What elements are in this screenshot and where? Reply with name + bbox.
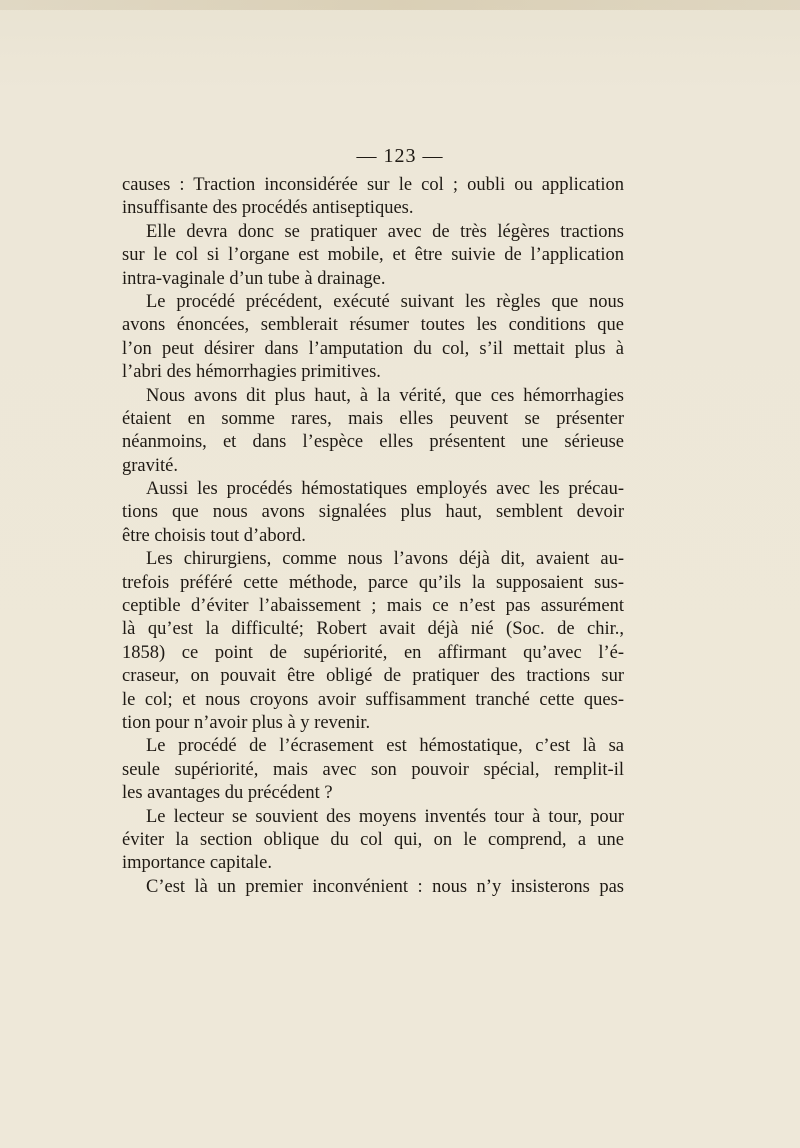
text-line: Le procédé précédent, exécuté suivant les règles que nous — [146, 291, 624, 312]
text-line: importance capitale. — [122, 853, 272, 874]
text-line: éviter la section oblique du col qui, on le comprend, a une — [122, 829, 624, 850]
text-line: seule supériorité, mais avec son pouvoir spécial, remplit-il — [122, 759, 624, 780]
text-line: trefois préféré cette méthode, parce qu’ils la supposaient sus- — [122, 572, 624, 593]
text-line: avons énoncées, semblerait résumer toutes les conditions que — [122, 315, 624, 336]
text-line: étaient en somme rares, mais elles peuvent se présenter — [122, 408, 624, 429]
page-number: — 123 — — [356, 145, 444, 167]
text-line: tions que nous avons signalées plus haut, semblent devoir — [122, 502, 624, 523]
text-line: insuffisante des procédés antiseptiques. — [122, 198, 414, 219]
text-line: Le procédé de l’écrasement est hémostatique, c’est là sa — [146, 736, 624, 757]
text-line: Aussi les procédés hémostatiques employés avec les précau- — [146, 479, 624, 500]
body-text — [122, 174, 624, 899]
text-line: gravité. — [122, 455, 178, 476]
text-line: causes : Traction inconsidérée sur le col ; oubli ou application — [122, 175, 624, 195]
text-line: Le lecteur se souvient des moyens inventés tour à tour, pour — [146, 806, 624, 827]
text-line: le col; et nous croyons avoir suffisamment tranché cette ques- — [122, 689, 624, 710]
text-line: Les chirurgiens, comme nous l’avons déjà dit, avaient au- — [146, 549, 624, 570]
text-line: intra-vaginale d’un tube à drainage. — [122, 268, 386, 289]
page-edge — [0, 0, 800, 10]
text-line: craseur, on pouvait être obligé de pratiquer des tractions sur — [122, 666, 624, 687]
text-line: néanmoins, et dans l’espèce elles présentent une sérieuse — [122, 432, 624, 453]
text-line: être choisis tout d’abord. — [122, 525, 306, 546]
text-line: sur le col si l’organe est mobile, et être suivie de l’application — [122, 245, 624, 266]
text-line: l’on peut désirer dans l’amputation du col, s’il mettait plus à — [122, 338, 624, 359]
text-line: C’est là un premier inconvénient : nous n’y insisterons pas — [146, 876, 624, 897]
text-line: tion pour n’avoir plus à y revenir. — [122, 712, 371, 733]
text-line: Elle devra donc se pratiquer avec de très légères tractions — [146, 221, 624, 242]
text-line: Nous avons dit plus haut, à la vérité, que ces hémorrhagies — [146, 385, 624, 406]
text-line: ceptible d’éviter l’abaissement ; mais ce n’est pas assurément — [122, 596, 624, 617]
text-line: les avantages du précédent ? — [122, 783, 333, 804]
text-line: l’abri des hémorrhagies primitives. — [122, 362, 381, 383]
text-line: là qu’est la difficulté; Robert avait déjà nié (Soc. de chir., — [122, 619, 624, 640]
text-line: 1858) ce point de supériorité, en affirmant qu’avec l’é- — [122, 642, 624, 663]
